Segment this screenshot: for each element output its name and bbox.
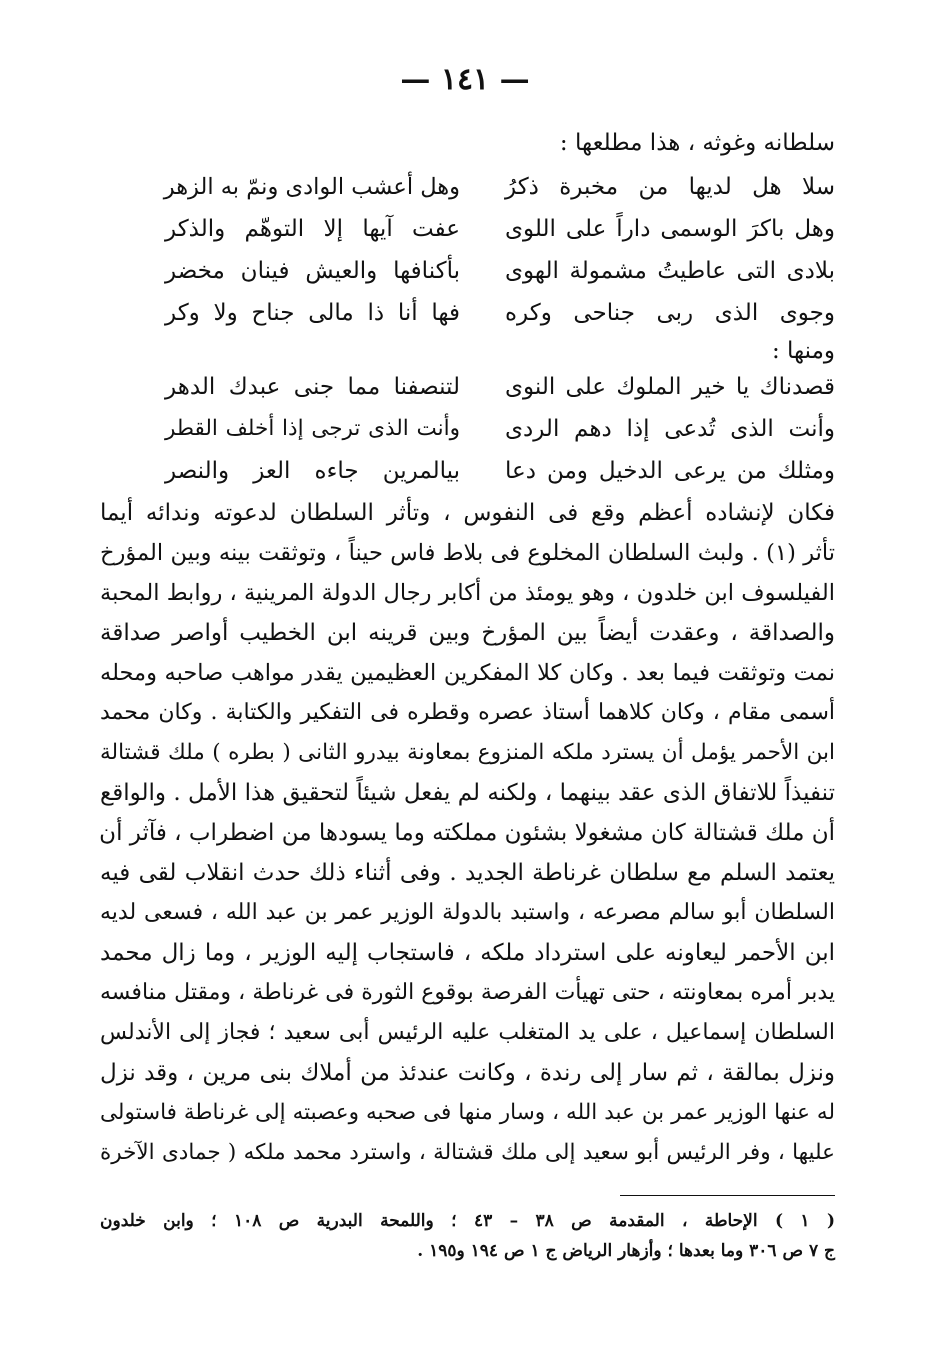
- paragraph-line: نمت وتوثقت فيما بعد . وكان كلا المفكرين العظيمين يقدر مواهب صاحبه ومحله: [100, 660, 835, 686]
- verse-right: ومثلك من يرعى الدخيل ومن دعا: [505, 458, 835, 484]
- intro-line: سلطانه وغوثه ، هذا مطلعها :: [559, 130, 835, 156]
- verse-left: بأكنافها والعيش فينان مخضر: [165, 258, 460, 284]
- verse-left: فها أنا ذا مالى جناح ولا وكر: [165, 300, 460, 326]
- paragraph-line: يعتمد السلم مع سلطان غرناطة الجديد . وفى أثناء ذلك حدث انقلاب لقى فيه: [100, 860, 835, 886]
- verse-left: وأنت الذى ترجى إذا أخلف القطر: [165, 416, 460, 441]
- paragraph-line: ابن الأحمر ليعاونه على استرداد ملكه ، فاستجاب إليه الوزير ، وما زال محمد: [100, 940, 835, 966]
- verse-right: وجوى الذى ربى جناحى وكره: [505, 300, 835, 326]
- footnote-divider: [620, 1195, 835, 1196]
- footnote-line: ( ١ ) الإحاطة ، المقدمة ص ٣٨ – ٤٣ ؛ واللمحة البدرية ص ١٠٨ ؛ وابن خلدون: [100, 1211, 835, 1231]
- verse-right: قصدناك يا خير الملوك على النوى: [505, 374, 835, 400]
- verse-right: سلا هل لديها من مخبرة ذكرُ: [505, 174, 835, 200]
- verse-left: لتنصفنا مما جنى عبدك الدهر: [165, 374, 460, 400]
- paragraph-line: والصداقة ، وعقدت أيضاً بين المؤرخ وبين قرينه ابن الخطيب أواصر صداقة: [100, 620, 835, 646]
- transition-line: ومنها :: [771, 338, 835, 364]
- verse-right: وهل باكرَ الوسمى داراً على اللوى: [505, 216, 835, 242]
- verse-right: وأنت الذى تُدعى إذا دهم الردى: [505, 416, 835, 442]
- verse-left: وهل أعشب الوادى ونمّ به الزهر: [163, 174, 460, 200]
- page-number: — ١٤١ —: [400, 62, 530, 97]
- verse-left: بيالمرين جاءه العز والنصر: [165, 458, 460, 484]
- paragraph-line: ابن الأحمر يؤمل أن يسترد ملكه المنزوع بمعاونة بيدرو الثانى ( بطره ) ملك قشتالة: [100, 740, 835, 765]
- paragraph-line: أسمى مقام ، وكان كلاهما أستاذ عصره وقطره فى التفكير والكتابة . وكان محمد: [100, 700, 835, 725]
- paragraph-line: السلطان إسماعيل ، على يد المتغلب عليه الرئيس أبى سعيد ؛ فجاز إلى الأندلس: [100, 1020, 835, 1045]
- paragraph-line: يدبر أمره بمعاونته ، حتى تهيأت الفرصة بوقوع الثورة فى غرناطة ، ومقتل منافسه: [100, 980, 835, 1005]
- paragraph-line: له عنها الوزير عمر بن عبد الله ، وسار منها فى صحبه وعصبته إلى غرناطة فاستولى: [100, 1100, 835, 1125]
- footnote-line: ج ٧ ص ٣٠٦ وما بعدها ؛ وأزهار الرياض ج ١ ص ١٩٤ و١٩٥ .: [417, 1241, 835, 1261]
- paragraph-line: تنفيذاً للاتفاق الذى عقد بينهما ، ولكنه لم يفعل شيئاً لتحقيق هذا الأمل . والواقع: [100, 780, 835, 806]
- paragraph-line: السلطان أبو سالم مصرعه ، واستبد بالدولة الوزير عمر بن عبد الله ، فسعى لديه: [100, 900, 835, 925]
- paragraph-line: أن ملك قشتالة كان مشغولا بشئون مملكته وما يسودها من اضطراب ، فآثر أن: [99, 820, 835, 846]
- paragraph-line: عليها ، وفر الرئيس أبو سعيد إلى ملك قشتالة ، واسترد محمد ملكه ( جمادى الآخرة: [100, 1140, 835, 1165]
- paragraph-line: الفيلسوف ابن خلدون ، وهو يومئذ من أكابر رجال الدولة المرينية ، روابط المحبة: [100, 580, 835, 606]
- paragraph-line: فكان لإنشاده أعظم وقع فى النفوس ، وتأثر السلطان لدعوته وندائه أيما: [100, 500, 835, 526]
- paragraph-line: ونزل بمالقة ، ثم سار إلى رندة ، وكانت عندئذ من أملاك بنى مرين ، وقد نزل: [100, 1060, 835, 1086]
- verse-right: بلادى التى عاطيتُ مشمولة الهوى: [505, 258, 835, 284]
- paragraph-line: تأثر (١) . ولبث السلطان المخلوع فى بلاط فاس حيناً ، وتوثقت بينه وبين المؤرخ: [100, 540, 835, 566]
- verse-left: عفت آيها إلا التوهّم والذكر: [165, 216, 460, 242]
